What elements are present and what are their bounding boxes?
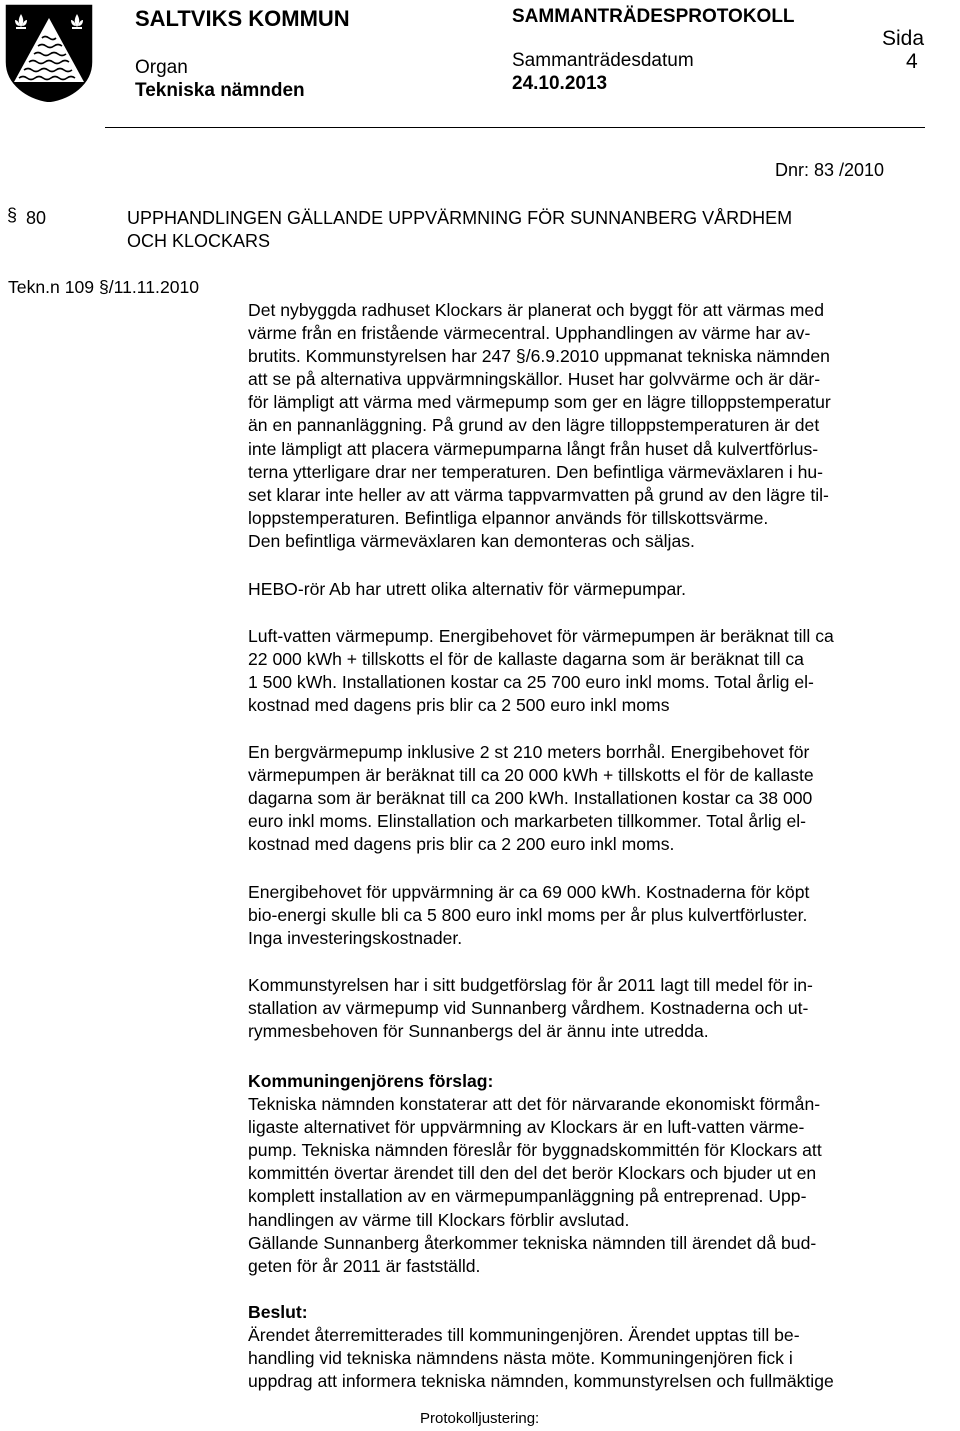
- text-line: rymmesbehoven för Sunnanbergs del är ännu inte utredda.: [248, 1021, 709, 1042]
- text-line: stallation av värmepump vid Sunnanberg vårdhem. Kostnaderna och ut-: [248, 998, 809, 1019]
- text-line: Luft-vatten värmepump. Energibehovet för värmepumpen är beräknat till ca: [248, 626, 834, 646]
- organ-value: Tekniska nämnden: [135, 80, 305, 101]
- section-title: [127, 207, 792, 253]
- page-number: 4: [906, 50, 918, 73]
- text-line: kostnad med dagens pris blir ca 2 200 euro inkl moms.: [248, 834, 675, 855]
- text-line: komplett installation av en värmepumpanläggning på entreprenad. Upp-: [248, 1186, 807, 1207]
- municipality-name: SALTVIKS KOMMUN: [135, 6, 350, 31]
- text-line: terna ytterligare drar ner temperaturen. Den befintliga värmeväxlaren i hu-: [248, 461, 824, 482]
- section-reference: Tekn.n 109 §/11.11.2010: [8, 277, 200, 297]
- text-line: 22 000 kWh + tillskotts el för de kallaste dagarna som är beräknat till ca: [248, 649, 804, 670]
- text-line: inte lämpligt att placera värmepumparna långt från huset då kulvertförlus-: [248, 438, 819, 459]
- text-line: kostnad med dagens pris blir ca 2 500 euro inkl moms: [248, 695, 670, 716]
- text-line: för lämpligt att värma med värmepump som ger en lägre tilloppstemperatur: [248, 392, 831, 413]
- paragraph-background: [248, 299, 928, 553]
- text-line: Kommunstyrelsen har i sitt budgetförslag för år 2011 lagt till medel för in-: [248, 975, 813, 995]
- text-line: värmepumpen är beräknat till ca 20 000 kWh + tillskotts el för de kallaste: [248, 765, 814, 786]
- paragraph-ground-source-pump: [248, 741, 928, 856]
- text-line: att se på alternativa uppvärmningskällor. Huset har golvvärme och är där-: [248, 369, 821, 390]
- text-line: pump. Tekniska nämnden föreslår för byggnadskommittén för Klockars att: [248, 1140, 822, 1161]
- paragraph-air-water-pump: [248, 625, 928, 717]
- paragraph-budget: [248, 974, 928, 1043]
- text-line: euro inkl moms. Elinstallation och markarbeten tillkommer. Total årlig el-: [248, 811, 807, 832]
- text-line: värme från en fristående värmecentral. Upphandlingen av värme har av-: [248, 323, 811, 344]
- dnr-number: Dnr: 83 /2010: [775, 160, 885, 180]
- paragraph-bioenergy: [248, 881, 928, 950]
- text-line: HEBO-rör Ab har utrett olika alternativ för värmepumpar.: [248, 579, 687, 599]
- section-symbol: §: [7, 205, 18, 225]
- paragraph-hebo: [248, 578, 928, 601]
- decision-heading: Beslut:: [248, 1302, 308, 1322]
- text-line: Den befintliga värmeväxlaren kan demonteras och säljas.: [248, 530, 695, 551]
- text-line: Gällande Sunnanberg återkommer tekniska nämnden till ärendet då bud-: [248, 1232, 817, 1253]
- organ-label: Organ: [135, 57, 188, 78]
- text-line: Ärendet återremitterades till kommuningenjören. Ärendet upptas till be-: [248, 1325, 800, 1346]
- date-value: 24.10.2013: [512, 73, 608, 94]
- text-line: Det nybyggda radhuset Klockars är planerat och byggt för att värmas med: [248, 300, 825, 320]
- text-line: Energibehovet för uppvärmning är ca 69 000 kWh. Kostnaderna för köpt: [248, 882, 810, 902]
- text-line: Inga investeringskostnader.: [248, 928, 463, 949]
- text-line: handling vid tekniska nämndens nästa möte. Kommuningenjören fick i: [248, 1348, 793, 1369]
- text-line: brutits. Kommunstyrelsen har 247 §/6.9.2010 uppmanat tekniska nämnden: [248, 346, 830, 367]
- text-line: ligaste alternativet för uppvärmning av Klockars är en luft-vatten värme-: [248, 1117, 805, 1138]
- text-line: 1 500 kWh. Installationen kostar ca 25 700 euro inkl moms. Total årlig el-: [248, 672, 814, 693]
- municipality-coat-of-arms: [4, 4, 94, 102]
- section-title-line: UPPHANDLINGEN GÄLLANDE UPPVÄRMNING FÖR SUNNANBERG VÅRDHEM: [127, 208, 793, 228]
- text-line: Tekniska nämnden konstaterar att det för närvarande ekonomiskt förmån-: [248, 1094, 821, 1115]
- decision-section: [248, 1301, 928, 1393]
- header-divider: [105, 127, 925, 128]
- text-line: dagarna som är beräknat till ca 200 kWh. Installationen kostar ca 38 000: [248, 788, 813, 809]
- text-line: handlingen av värme till Klockars förblir avslutad.: [248, 1209, 630, 1230]
- text-line: uppdrag att informera tekniska nämnden, kommunstyrelsen och fullmäktige: [248, 1371, 834, 1392]
- section-title-line: OCH KLOCKARS: [127, 231, 271, 251]
- section-number: 80: [26, 208, 47, 228]
- text-line: geten för år 2011 är fastställd.: [248, 1255, 481, 1276]
- text-line: bio-energi skulle bli ca 5 800 euro inkl moms per år plus kulvertförluster.: [248, 905, 808, 926]
- text-line: set klarar inte heller av att värma tappvarmvatten på grund av den lägre til-: [248, 484, 829, 505]
- protocol-title: SAMMANTRÄDESPROTOKOLL: [512, 6, 795, 27]
- date-label: Sammanträdesdatum: [512, 50, 694, 71]
- text-line: En bergvärmepump inklusive 2 st 210 meters borrhål. Energibehovet för: [248, 742, 810, 762]
- page-label: Sida: [882, 27, 925, 50]
- text-line: än en pannanläggning. På grund av den lägre tilloppstemperaturen är det: [248, 415, 820, 436]
- proposal-section: [248, 1070, 928, 1278]
- text-line: loppstemperaturen. Befintliga elpannor används för tillskottsvärme.: [248, 507, 769, 528]
- protocol-verification-label: Protokolljustering:: [420, 1410, 540, 1427]
- proposal-heading: Kommuningenjörens förslag:: [248, 1071, 494, 1091]
- text-line: kommittén övertar ärendet till den del det berör Klockars och bjuder ut en: [248, 1163, 817, 1184]
